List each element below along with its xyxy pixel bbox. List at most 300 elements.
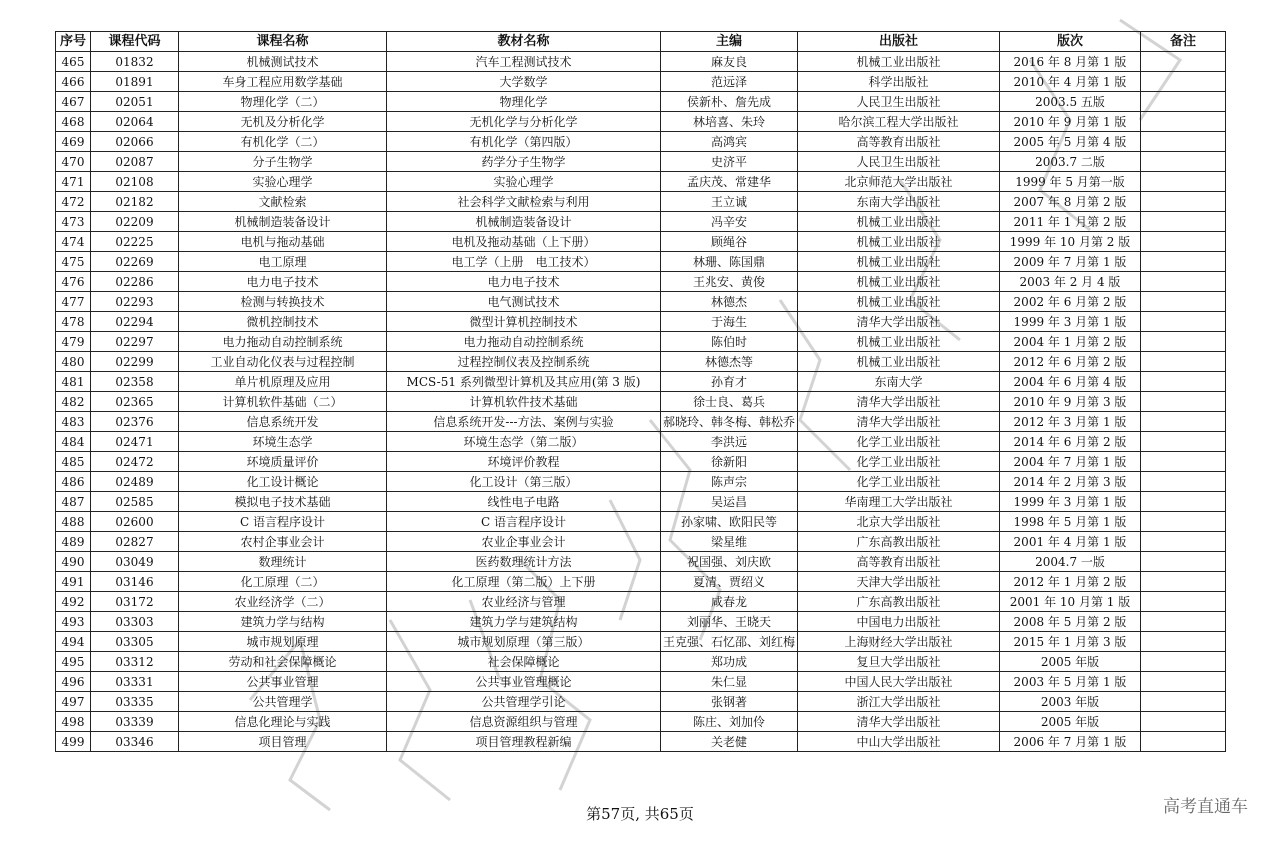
seq-cell: 482	[56, 392, 91, 412]
course-name-cell: 电机与拖动基础	[179, 232, 387, 252]
table-row	[56, 712, 1226, 732]
publisher-cell: 中国人民大学出版社	[798, 672, 1000, 692]
textbook-name-cell: 环境评价教程	[387, 452, 661, 472]
edition-cell: 2009 年 7 月第 1 版	[1000, 252, 1141, 272]
seq-cell: 489	[56, 532, 91, 552]
table-row	[56, 452, 1226, 472]
textbook-name-cell: 电工学（上册 电工技术）	[387, 252, 661, 272]
edition-cell: 2005 年 5 月第 4 版	[1000, 132, 1141, 152]
course-name-cell: 有机化学（二）	[179, 132, 387, 152]
publisher-cell: 机械工业出版社	[798, 232, 1000, 252]
course-code-cell: 02225	[91, 232, 179, 252]
seq-cell: 472	[56, 192, 91, 212]
seq-cell: 479	[56, 332, 91, 352]
seq-cell: 480	[56, 352, 91, 372]
remarks-cell	[1141, 212, 1226, 232]
textbook-name-cell: 公共事业管理概论	[387, 672, 661, 692]
table-row	[56, 232, 1226, 252]
textbook-name-cell: 医药数理统计方法	[387, 552, 661, 572]
course-code-cell: 02299	[91, 352, 179, 372]
seq-cell: 492	[56, 592, 91, 612]
course-name-cell: 实验心理学	[179, 172, 387, 192]
course-name-cell: 劳动和社会保障概论	[179, 652, 387, 672]
editor-cell: 徐新阳	[661, 452, 798, 472]
course-code-cell: 02365	[91, 392, 179, 412]
textbook-name-cell: 物理化学	[387, 92, 661, 112]
course-name-cell: 电力电子技术	[179, 272, 387, 292]
course-code-cell: 02293	[91, 292, 179, 312]
publisher-cell: 中国电力出版社	[798, 612, 1000, 632]
edition-cell: 2008 年 5 月第 2 版	[1000, 612, 1141, 632]
remarks-cell	[1141, 432, 1226, 452]
table-row	[56, 272, 1226, 292]
edition-cell: 2003.7 二版	[1000, 152, 1141, 172]
course-code-cell: 02108	[91, 172, 179, 192]
editor-cell: 夏清、贾绍义	[661, 572, 798, 592]
publisher-cell: 广东高教出版社	[798, 532, 1000, 552]
textbook-name-cell: 农业经济与管理	[387, 592, 661, 612]
textbook-name-cell: 实验心理学	[387, 172, 661, 192]
course-code-cell: 02471	[91, 432, 179, 452]
table-row	[56, 52, 1226, 72]
seq-cell: 473	[56, 212, 91, 232]
course-name-cell: 公共事业管理	[179, 672, 387, 692]
publisher-cell: 华南理工大学出版社	[798, 492, 1000, 512]
table-row	[56, 532, 1226, 552]
table-row	[56, 572, 1226, 592]
course-code-cell: 02269	[91, 252, 179, 272]
table-row	[56, 612, 1226, 632]
textbook-table	[55, 31, 1226, 752]
editor-cell: 顾绳谷	[661, 232, 798, 252]
publisher-cell: 清华大学出版社	[798, 412, 1000, 432]
course-name-cell: 数理统计	[179, 552, 387, 572]
publisher-cell: 高等教育出版社	[798, 132, 1000, 152]
course-name-cell: 文献检索	[179, 192, 387, 212]
seq-cell: 467	[56, 92, 91, 112]
publisher-cell: 化学工业出版社	[798, 452, 1000, 472]
remarks-cell	[1141, 512, 1226, 532]
publisher-cell: 北京师范大学出版社	[798, 172, 1000, 192]
course-name-cell: 分子生物学	[179, 152, 387, 172]
table-row	[56, 512, 1226, 532]
publisher-cell: 机械工业出版社	[798, 292, 1000, 312]
table-row	[56, 392, 1226, 412]
brand-watermark: 高考直通车	[1163, 797, 1248, 817]
course-name-cell: 农业经济学（二）	[179, 592, 387, 612]
course-code-cell: 03331	[91, 672, 179, 692]
table-row	[56, 132, 1226, 152]
seq-cell: 476	[56, 272, 91, 292]
textbook-name-cell: 有机化学（第四版）	[387, 132, 661, 152]
remarks-cell	[1141, 172, 1226, 192]
editor-cell: 梁星维	[661, 532, 798, 552]
table-row	[56, 472, 1226, 492]
editor-cell: 林德杰	[661, 292, 798, 312]
header-publisher-col: 出版社	[798, 32, 1000, 52]
editor-cell: 王克强、石忆邵、刘红梅	[661, 632, 798, 652]
course-code-cell: 03303	[91, 612, 179, 632]
textbook-name-cell: 社会科学文献检索与利用	[387, 192, 661, 212]
course-name-cell: 信息化理论与实践	[179, 712, 387, 732]
remarks-cell	[1141, 92, 1226, 112]
course-name-cell: 公共管理学	[179, 692, 387, 712]
remarks-cell	[1141, 652, 1226, 672]
remarks-cell	[1141, 332, 1226, 352]
editor-cell: 祝国强、刘庆欧	[661, 552, 798, 572]
publisher-cell: 浙江大学出版社	[798, 692, 1000, 712]
course-code-cell: 02358	[91, 372, 179, 392]
textbook-name-cell: 机械制造装备设计	[387, 212, 661, 232]
edition-cell: 2012 年 6 月第 2 版	[1000, 352, 1141, 372]
edition-cell: 2003 年 2 月 4 版	[1000, 272, 1141, 292]
edition-cell: 1999 年 10 月第 2 版	[1000, 232, 1141, 252]
remarks-cell	[1141, 712, 1226, 732]
course-code-cell: 03049	[91, 552, 179, 572]
remarks-cell	[1141, 532, 1226, 552]
textbook-name-cell: 电气测试技术	[387, 292, 661, 312]
table-header-row	[56, 32, 1226, 52]
editor-cell: 林培喜、朱玲	[661, 112, 798, 132]
course-code-cell: 03335	[91, 692, 179, 712]
textbook-name-cell: 无机化学与分析化学	[387, 112, 661, 132]
table-row	[56, 292, 1226, 312]
publisher-cell: 机械工业出版社	[798, 252, 1000, 272]
editor-cell: 麻友良	[661, 52, 798, 72]
seq-cell: 477	[56, 292, 91, 312]
remarks-cell	[1141, 612, 1226, 632]
seq-cell: 474	[56, 232, 91, 252]
edition-cell: 1999 年 3 月第 1 版	[1000, 312, 1141, 332]
remarks-cell	[1141, 472, 1226, 492]
course-name-cell: 机械制造装备设计	[179, 212, 387, 232]
edition-cell: 2001 年 4 月第 1 版	[1000, 532, 1141, 552]
course-code-cell: 02087	[91, 152, 179, 172]
remarks-cell	[1141, 392, 1226, 412]
course-name-cell: 农村企事业会计	[179, 532, 387, 552]
edition-cell: 2010 年 9 月第 3 版	[1000, 392, 1141, 412]
seq-cell: 491	[56, 572, 91, 592]
publisher-cell: 机械工业出版社	[798, 52, 1000, 72]
course-code-cell: 02472	[91, 452, 179, 472]
header-textbook-name-col: 教材名称	[387, 32, 661, 52]
editor-cell: 侯新朴、詹先成	[661, 92, 798, 112]
seq-cell: 466	[56, 72, 91, 92]
remarks-cell	[1141, 252, 1226, 272]
table-row	[56, 732, 1226, 752]
editor-cell: 林德杰等	[661, 352, 798, 372]
remarks-cell	[1141, 272, 1226, 292]
editor-cell: 刘丽华、王晓天	[661, 612, 798, 632]
course-name-cell: 无机及分析化学	[179, 112, 387, 132]
table-row	[56, 352, 1226, 372]
remarks-cell	[1141, 232, 1226, 252]
course-name-cell: 环境质量评价	[179, 452, 387, 472]
textbook-name-cell: 过程控制仪表及控制系统	[387, 352, 661, 372]
edition-cell: 1999 年 3 月第 1 版	[1000, 492, 1141, 512]
remarks-cell	[1141, 312, 1226, 332]
textbook-name-cell: 计算机软件技术基础	[387, 392, 661, 412]
course-code-cell: 02294	[91, 312, 179, 332]
textbook-name-cell: C 语言程序设计	[387, 512, 661, 532]
publisher-cell: 复旦大学出版社	[798, 652, 1000, 672]
course-name-cell: 化工原理（二）	[179, 572, 387, 592]
editor-cell: 陈声宗	[661, 472, 798, 492]
seq-cell: 470	[56, 152, 91, 172]
editor-cell: 范远泽	[661, 72, 798, 92]
edition-cell: 2003.5 五版	[1000, 92, 1141, 112]
edition-cell: 2006 年 7 月第 1 版	[1000, 732, 1141, 752]
editor-cell: 吴运昌	[661, 492, 798, 512]
editor-cell: 史济平	[661, 152, 798, 172]
textbook-name-cell: 信息系统开发---方法、案例与实验	[387, 412, 661, 432]
remarks-cell	[1141, 692, 1226, 712]
editor-cell: 关老健	[661, 732, 798, 752]
edition-cell: 2014 年 2 月第 3 版	[1000, 472, 1141, 492]
publisher-cell: 上海财经大学出版社	[798, 632, 1000, 652]
table-row	[56, 332, 1226, 352]
seq-cell: 483	[56, 412, 91, 432]
table-row	[56, 672, 1226, 692]
edition-cell: 2004 年 6 月第 4 版	[1000, 372, 1141, 392]
textbook-name-cell: 化工设计（第三版）	[387, 472, 661, 492]
seq-cell: 469	[56, 132, 91, 152]
course-name-cell: 模拟电子技术基础	[179, 492, 387, 512]
editor-cell: 陈庄、刘加伶	[661, 712, 798, 732]
editor-cell: 孟庆茂、常建华	[661, 172, 798, 192]
table-row	[56, 152, 1226, 172]
edition-cell: 1998 年 5 月第 1 版	[1000, 512, 1141, 532]
table-row	[56, 592, 1226, 612]
editor-cell: 李洪远	[661, 432, 798, 452]
textbook-table-container	[55, 31, 1225, 752]
textbook-name-cell: 线性电子电路	[387, 492, 661, 512]
textbook-name-cell: 汽车工程测试技术	[387, 52, 661, 72]
table-body	[56, 52, 1226, 752]
course-name-cell: 电力拖动自动控制系统	[179, 332, 387, 352]
publisher-cell: 化学工业出版社	[798, 472, 1000, 492]
publisher-cell: 清华大学出版社	[798, 312, 1000, 332]
edition-cell: 2007 年 8 月第 2 版	[1000, 192, 1141, 212]
seq-cell: 465	[56, 52, 91, 72]
publisher-cell: 东南大学	[798, 372, 1000, 392]
course-name-cell: 车身工程应用数学基础	[179, 72, 387, 92]
textbook-name-cell: 农业企事业会计	[387, 532, 661, 552]
publisher-cell: 机械工业出版社	[798, 272, 1000, 292]
course-name-cell: 微机控制技术	[179, 312, 387, 332]
course-code-cell: 02051	[91, 92, 179, 112]
remarks-cell	[1141, 672, 1226, 692]
seq-cell: 493	[56, 612, 91, 632]
editor-cell: 孙家啸、欧阳民等	[661, 512, 798, 532]
publisher-cell: 机械工业出版社	[798, 212, 1000, 232]
remarks-cell	[1141, 352, 1226, 372]
publisher-cell: 清华大学出版社	[798, 712, 1000, 732]
remarks-cell	[1141, 152, 1226, 172]
table-row	[56, 692, 1226, 712]
table-row	[56, 652, 1226, 672]
seq-cell: 488	[56, 512, 91, 532]
course-code-cell: 02286	[91, 272, 179, 292]
remarks-cell	[1141, 592, 1226, 612]
course-name-cell: 单片机原理及应用	[179, 372, 387, 392]
header-course-code-col: 课程代码	[91, 32, 179, 52]
publisher-cell: 清华大学出版社	[798, 392, 1000, 412]
course-name-cell: 工业自动化仪表与过程控制	[179, 352, 387, 372]
course-name-cell: 项目管理	[179, 732, 387, 752]
remarks-cell	[1141, 292, 1226, 312]
textbook-name-cell: 微型计算机控制技术	[387, 312, 661, 332]
course-code-cell: 02066	[91, 132, 179, 152]
table-row	[56, 212, 1226, 232]
course-code-cell: 02489	[91, 472, 179, 492]
remarks-cell	[1141, 112, 1226, 132]
publisher-cell: 广东高教出版社	[798, 592, 1000, 612]
seq-cell: 486	[56, 472, 91, 492]
edition-cell: 2015 年 1 月第 3 版	[1000, 632, 1141, 652]
remarks-cell	[1141, 552, 1226, 572]
course-code-cell: 02376	[91, 412, 179, 432]
course-code-cell: 02297	[91, 332, 179, 352]
publisher-cell: 高等教育出版社	[798, 552, 1000, 572]
course-name-cell: 机械测试技术	[179, 52, 387, 72]
course-code-cell: 02209	[91, 212, 179, 232]
publisher-cell: 机械工业出版社	[798, 332, 1000, 352]
textbook-name-cell: 公共管理学引论	[387, 692, 661, 712]
remarks-cell	[1141, 412, 1226, 432]
table-row	[56, 92, 1226, 112]
seq-cell: 475	[56, 252, 91, 272]
seq-cell: 468	[56, 112, 91, 132]
publisher-cell: 天津大学出版社	[798, 572, 1000, 592]
seq-cell: 498	[56, 712, 91, 732]
edition-cell: 2016 年 8 月第 1 版	[1000, 52, 1141, 72]
header-edition-col: 版次	[1000, 32, 1141, 52]
course-code-cell: 02182	[91, 192, 179, 212]
course-code-cell: 03346	[91, 732, 179, 752]
course-code-cell: 03146	[91, 572, 179, 592]
editor-cell: 高鸿宾	[661, 132, 798, 152]
course-code-cell: 03172	[91, 592, 179, 612]
edition-cell: 2004.7 一版	[1000, 552, 1141, 572]
course-code-cell: 03339	[91, 712, 179, 732]
seq-cell: 499	[56, 732, 91, 752]
publisher-cell: 北京大学出版社	[798, 512, 1000, 532]
seq-cell: 494	[56, 632, 91, 652]
textbook-name-cell: 大学数学	[387, 72, 661, 92]
editor-cell: 孙育才	[661, 372, 798, 392]
edition-cell: 2010 年 4 月第 1 版	[1000, 72, 1141, 92]
edition-cell: 2002 年 6 月第 2 版	[1000, 292, 1141, 312]
publisher-cell: 哈尔滨工程大学出版社	[798, 112, 1000, 132]
table-row	[56, 432, 1226, 452]
course-name-cell: 城市规划原理	[179, 632, 387, 652]
remarks-cell	[1141, 372, 1226, 392]
seq-cell: 485	[56, 452, 91, 472]
table-row	[56, 412, 1226, 432]
textbook-name-cell: 电力电子技术	[387, 272, 661, 292]
edition-cell: 2012 年 3 月第 1 版	[1000, 412, 1141, 432]
publisher-cell: 科学出版社	[798, 72, 1000, 92]
seq-cell: 478	[56, 312, 91, 332]
remarks-cell	[1141, 132, 1226, 152]
course-code-cell: 02827	[91, 532, 179, 552]
seq-cell: 496	[56, 672, 91, 692]
edition-cell: 2005 年版	[1000, 652, 1141, 672]
seq-cell: 487	[56, 492, 91, 512]
remarks-cell	[1141, 192, 1226, 212]
remarks-cell	[1141, 52, 1226, 72]
editor-cell: 于海生	[661, 312, 798, 332]
seq-cell: 490	[56, 552, 91, 572]
publisher-cell: 人民卫生出版社	[798, 92, 1000, 112]
course-code-cell: 03305	[91, 632, 179, 652]
editor-cell: 郑功成	[661, 652, 798, 672]
editor-cell: 郝晓玲、韩冬梅、韩松乔	[661, 412, 798, 432]
edition-cell: 2004 年 7 月第 1 版	[1000, 452, 1141, 472]
header-course-name-col: 课程名称	[179, 32, 387, 52]
edition-cell: 2012 年 1 月第 2 版	[1000, 572, 1141, 592]
edition-cell: 2011 年 1 月第 2 版	[1000, 212, 1141, 232]
course-code-cell: 02064	[91, 112, 179, 132]
table-row	[56, 312, 1226, 332]
textbook-name-cell: 建筑力学与建筑结构	[387, 612, 661, 632]
course-code-cell: 02600	[91, 512, 179, 532]
editor-cell: 冯辛安	[661, 212, 798, 232]
publisher-cell: 化学工业出版社	[798, 432, 1000, 452]
course-code-cell: 02585	[91, 492, 179, 512]
course-name-cell: 计算机软件基础（二）	[179, 392, 387, 412]
remarks-cell	[1141, 492, 1226, 512]
editor-cell: 咸春龙	[661, 592, 798, 612]
course-name-cell: 建筑力学与结构	[179, 612, 387, 632]
remarks-cell	[1141, 72, 1226, 92]
textbook-name-cell: MCS-51 系列微型计算机及其应用(第 3 版)	[387, 372, 661, 392]
editor-cell: 朱仁显	[661, 672, 798, 692]
course-code-cell: 03312	[91, 652, 179, 672]
edition-cell: 2004 年 1 月第 2 版	[1000, 332, 1141, 352]
remarks-cell	[1141, 732, 1226, 752]
remarks-cell	[1141, 452, 1226, 472]
table-row	[56, 632, 1226, 652]
header-seq-col: 序号	[56, 32, 91, 52]
table-row	[56, 72, 1226, 92]
table-row	[56, 172, 1226, 192]
editor-cell: 陈伯时	[661, 332, 798, 352]
publisher-cell: 人民卫生出版社	[798, 152, 1000, 172]
publisher-cell: 机械工业出版社	[798, 352, 1000, 372]
edition-cell: 2001 年 10 月第 1 版	[1000, 592, 1141, 612]
edition-cell: 2005 年版	[1000, 712, 1141, 732]
textbook-name-cell: 社会保障概论	[387, 652, 661, 672]
table-row	[56, 192, 1226, 212]
textbook-name-cell: 化工原理（第二版）上下册	[387, 572, 661, 592]
textbook-name-cell: 药学分子生物学	[387, 152, 661, 172]
course-code-cell: 01891	[91, 72, 179, 92]
course-name-cell: C 语言程序设计	[179, 512, 387, 532]
editor-cell: 王兆安、黄俊	[661, 272, 798, 292]
textbook-name-cell: 电力拖动自动控制系统	[387, 332, 661, 352]
edition-cell: 2003 年 5 月第 1 版	[1000, 672, 1141, 692]
header-remarks-col: 备注	[1141, 32, 1226, 52]
table-row	[56, 252, 1226, 272]
course-code-cell: 01832	[91, 52, 179, 72]
textbook-name-cell: 项目管理教程新编	[387, 732, 661, 752]
course-name-cell: 电工原理	[179, 252, 387, 272]
course-name-cell: 化工设计概论	[179, 472, 387, 492]
editor-cell: 徐士良、葛兵	[661, 392, 798, 412]
page-number: 第57页, 共65页	[586, 805, 694, 823]
